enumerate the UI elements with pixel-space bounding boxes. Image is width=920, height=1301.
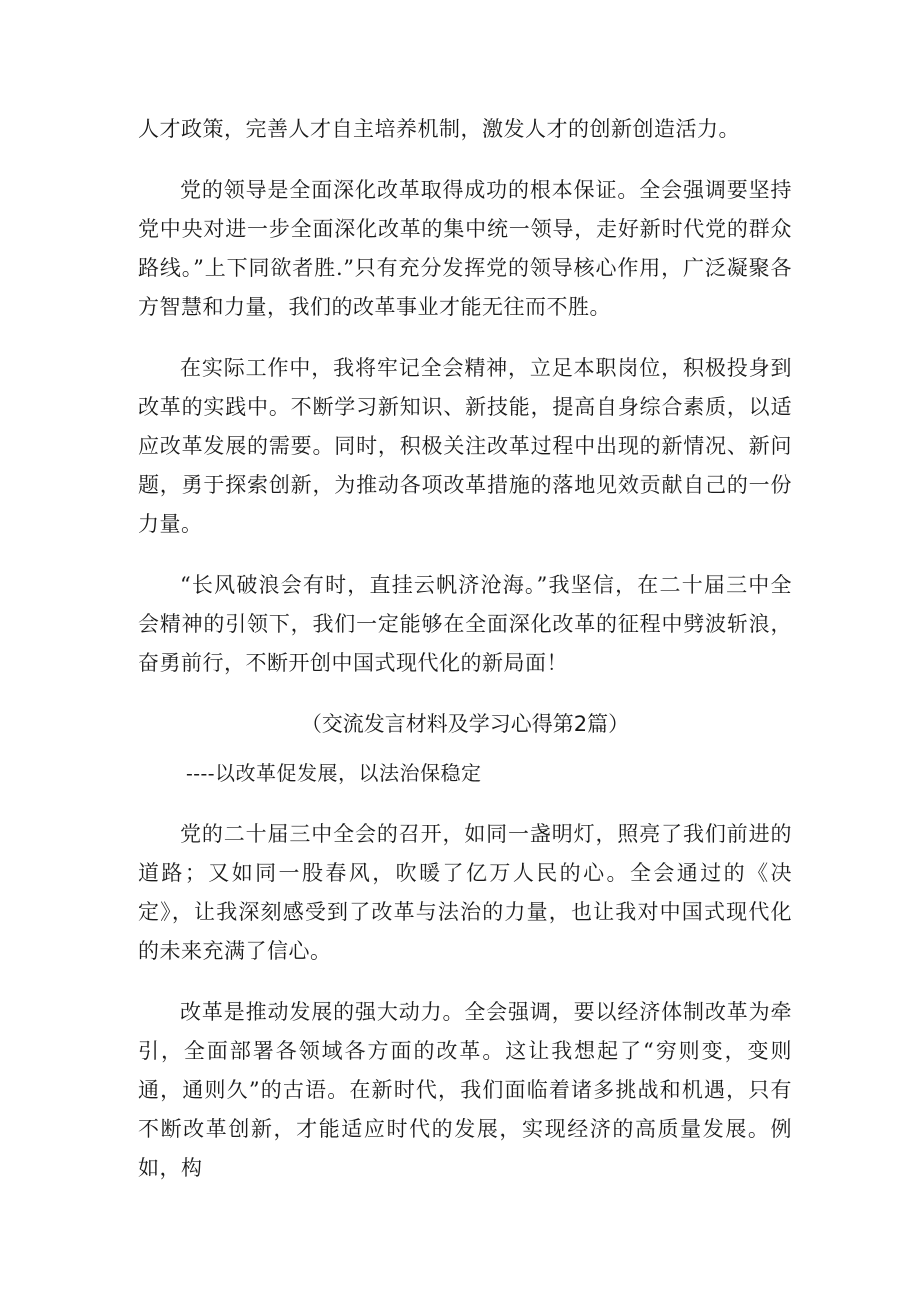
section-subtitle: ----以改革促发展，以法治保稳定 <box>186 761 482 785</box>
section-title: （交流发言材料及学习心得第2篇） <box>300 712 630 736</box>
paragraph-plenary-opening: 党的二十届三中全会的召开，如同一盏明灯，照亮了我们前进的道路；又如同一股春风，吹暖了亿万人民的心。全会通过的《决定》，让我深刻感受到了改革与法治的力量，也让我对中国式现代化的未来充满了信心。 <box>138 822 792 963</box>
paragraph-reform-power: 改革是推动发展的强大动力。全会强调，要以经济体制改革为牵引，全面部署各领域各方面的改革。这让我想起了“穷则变，变则通，通则久”的古语。在新时代，我们面临着诸多挑战和机遇，只有不断改革创新，才能适应时代的发展，实现经济的高质量发展。例如，构 <box>138 1000 792 1180</box>
document-page <box>138 110 792 1210</box>
paragraph-party-leadership: 党的领导是全面深化改革取得成功的根本保证。全会强调要坚持党中央对进一步全面深化改革的集中统一领导，走好新时代党的群众路线。”上下同欲者胜.”只有充分发挥党的领导核心作用，广泛凝聚各方智慧和力量，我们的改革事业才能无往而不胜。 <box>138 178 792 319</box>
paragraph-closing-quote: “长风破浪会有时，直挂云帆济沧海。”我坚信，在二十届三中全会精神的引领下，我们一定能够在全面深化改革的征程中劈波斩浪，奋勇前行，不断开创中国式现代化的新局面！ <box>138 573 792 675</box>
paragraph-talent-policy: 人才政策，完善人才自主培养机制，激发人才的创新创造活力。 <box>138 117 740 141</box>
paragraph-practical-work: 在实际工作中，我将牢记全会精神，立足本职岗位，积极投身到改革的实践中。不断学习新知识、新技能，提高自身综合素质，以适应改革发展的需要。同时，积极关注改革过程中出现的新情况、新问题，勇于探索创新，为推动各项改革措施的落地见效贡献自己的一份力量。 <box>138 356 792 536</box>
